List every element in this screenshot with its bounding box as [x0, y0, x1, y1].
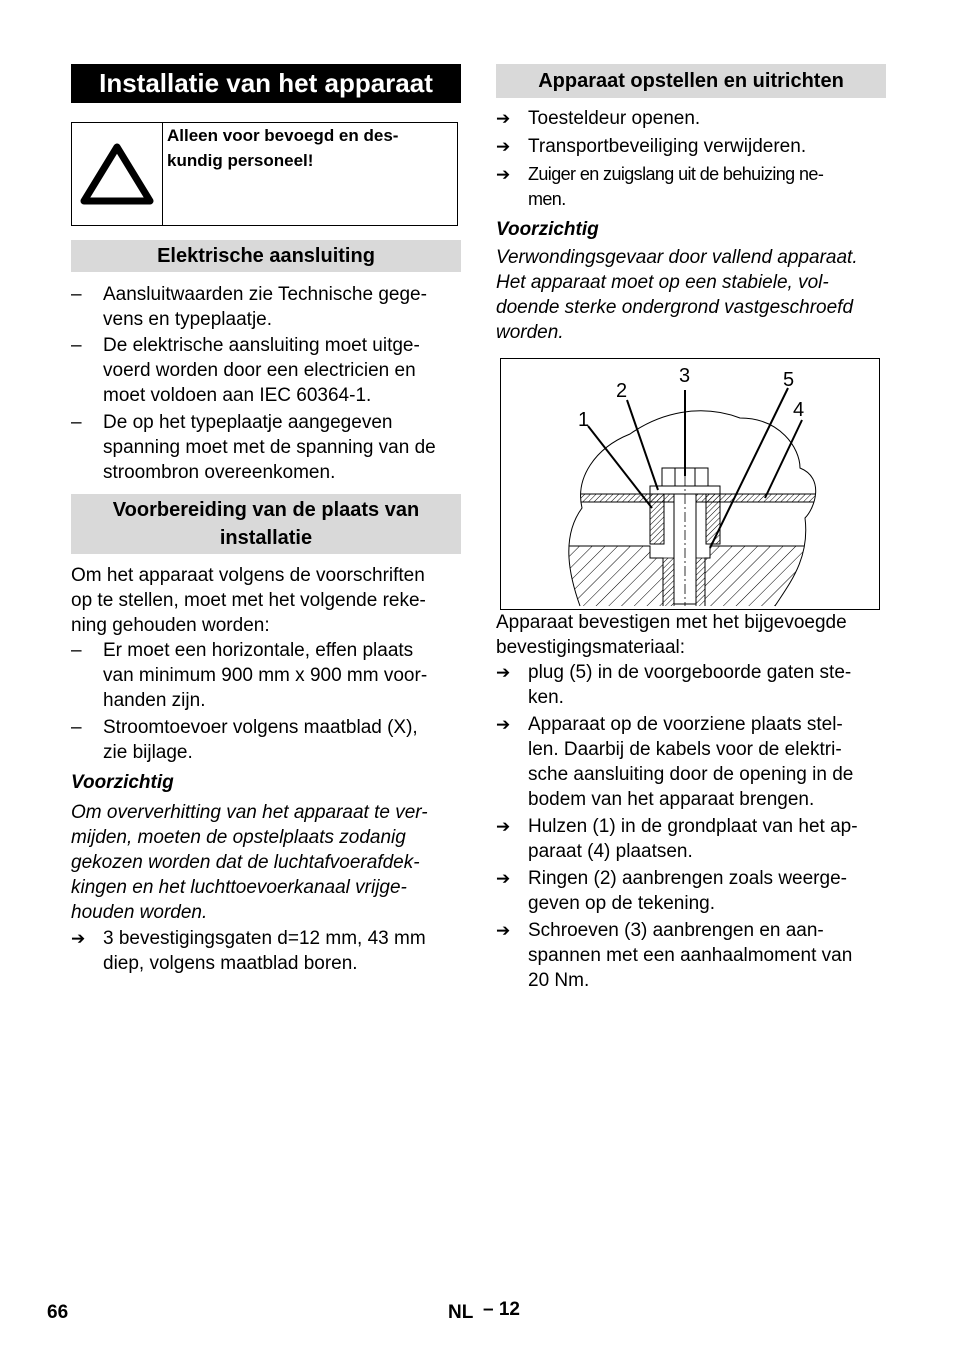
- step-item: [496, 712, 886, 812]
- caution-line: gekozen worden dat de luchtafvoerafdek-: [71, 852, 420, 873]
- step-line: men.: [528, 189, 566, 209]
- list-item: [71, 638, 461, 713]
- dash-bullet: –: [71, 640, 82, 661]
- caution-line: doende sterke ondergrond vastgeschroefd: [496, 297, 854, 318]
- step-line: geven op de tekening.: [528, 893, 715, 914]
- arrow-bullet-icon: ➔: [496, 921, 511, 940]
- intro-line: Om het apparaat volgens de voorschriften: [71, 565, 425, 586]
- mounting-diagram: [500, 358, 880, 610]
- language-code: NL: [448, 1302, 474, 1323]
- warning-line: Alleen voor bevoegd en des-: [167, 126, 399, 145]
- preparation-heading: [71, 494, 461, 554]
- preparation-body: [71, 563, 461, 976]
- step-line: 3 bevestigingsgaten d=12 mm, 43 mm: [103, 928, 426, 949]
- step-item: [496, 106, 886, 131]
- arrow-bullet-icon: ➔: [496, 663, 511, 682]
- step-line: Hulzen (1) in de grondplaat van het ap-: [528, 816, 858, 837]
- step-line: ken.: [528, 687, 564, 708]
- intro-line: ning gehouden worden:: [71, 615, 270, 636]
- arrow-bullet-icon: ➔: [496, 715, 511, 734]
- step-line: bodem van het apparaat brengen.: [528, 789, 815, 810]
- warning-box: [71, 122, 458, 226]
- body-line: Apparaat bevestigen met het bijgevoegde: [496, 612, 847, 633]
- step-line: plug (5) in de voorgeboorde gaten ste-: [528, 662, 852, 683]
- page-title: Installatie van het apparaat: [71, 64, 461, 103]
- caution-line: kingen en het luchttoevoerkanaal vrijge-: [71, 877, 407, 898]
- warning-line: kundig personeel!: [167, 151, 314, 170]
- arrow-bullet-icon: ➔: [496, 137, 511, 156]
- step-line: paraat (4) plaatsen.: [528, 841, 693, 862]
- list-item: [71, 715, 461, 765]
- heading-line: installatie: [219, 527, 313, 549]
- step-line: Zuiger en zuigslang uit de behuizing ne-: [528, 164, 824, 184]
- step-item: [496, 918, 886, 993]
- plug-left: [663, 558, 674, 608]
- dash-bullet: –: [71, 412, 82, 433]
- step-item: [496, 660, 886, 710]
- caution-line: worden.: [496, 322, 564, 343]
- list-item: [71, 333, 461, 408]
- heading-line: Voorbereiding van de plaats van: [112, 499, 420, 521]
- caution-label: Voorzichtig: [71, 772, 174, 793]
- caution-line: houden worden.: [71, 902, 208, 923]
- warning-icon-cell: [72, 123, 163, 225]
- setup-steps: [496, 106, 886, 345]
- step-item: [496, 134, 886, 159]
- step-item: [496, 866, 886, 916]
- caution-label: Voorzichtig: [496, 219, 599, 240]
- step-item: [71, 926, 461, 976]
- step-line: spannen met een aanhaalmoment van: [528, 945, 853, 966]
- list-item-line: spanning moet met de spanning van de: [103, 437, 436, 458]
- step-item: [496, 162, 886, 212]
- dash-bullet: –: [71, 717, 82, 738]
- list-item-line: voerd worden door een electricien en: [103, 360, 416, 381]
- figure-label-2: 2: [616, 380, 628, 402]
- step-line: Transportbeveiliging verwijderen.: [528, 136, 807, 157]
- plug-right: [696, 558, 705, 608]
- intro-line: op te stellen, moet met het volgende reke-: [71, 590, 426, 611]
- list-item-line: Aansluitwaarden zie Technische gege-: [103, 284, 427, 305]
- arrow-bullet-icon: ➔: [496, 817, 511, 836]
- list-item-line: handen zijn.: [103, 690, 206, 711]
- step-line: Apparaat op de voorziene plaats stel-: [528, 714, 843, 735]
- section-page-number: – 12: [483, 1299, 520, 1320]
- electrical-heading: Elektrische aansluiting: [71, 240, 461, 272]
- list-item-line: Er moet een horizontale, effen plaats: [103, 640, 414, 661]
- caution-line: Om oververhitting van het apparaat te ver-: [71, 802, 428, 823]
- page-number: 66: [47, 1302, 69, 1323]
- caution-text: [71, 800, 461, 925]
- dash-bullet: –: [71, 335, 82, 356]
- list-item: [71, 410, 461, 485]
- figure-label-5: 5: [783, 369, 795, 391]
- setup-heading: Apparaat opstellen en uitrichten: [496, 64, 886, 98]
- caution-line: Het apparaat moet op een stabiele, vol-: [496, 272, 829, 293]
- list-item-line: Stroomtoevoer volgens maatblad (X),: [103, 717, 418, 738]
- dash-bullet: –: [71, 284, 82, 305]
- arrow-bullet-icon: ➔: [496, 109, 511, 128]
- warning-triangle-icon: [78, 141, 156, 207]
- figure-label-1: 1: [578, 409, 590, 431]
- arrow-bullet-icon: ➔: [496, 869, 511, 888]
- list-item-line: stroombron overeenkomen.: [103, 462, 336, 483]
- list-item-line: vens en typeplaatje.: [103, 309, 273, 330]
- warning-text: [167, 123, 457, 173]
- arrow-bullet-icon: ➔: [496, 165, 510, 184]
- list-item-line: moet voldoen aan IEC 60364-1.: [103, 385, 372, 406]
- sleeve-right: [706, 494, 720, 544]
- step-line: 20 Nm.: [528, 970, 590, 991]
- list-item-line: van minimum 900 mm x 900 mm voor-: [103, 665, 428, 686]
- sleeve-left: [650, 494, 664, 544]
- list-item-line: De elektrische aansluiting moet uitge-: [103, 335, 420, 356]
- step-item: [496, 814, 886, 864]
- list-item-line: zie bijlage.: [103, 742, 193, 763]
- step-line: sche aansluiting door de opening in de: [528, 764, 854, 785]
- figure-label-3: 3: [679, 365, 691, 387]
- figure-label-4: 4: [793, 399, 805, 421]
- step-line: Toesteldeur openen.: [528, 108, 701, 129]
- step-line: Schroeven (3) aanbrengen en aan-: [528, 920, 824, 941]
- list-item-line: De op het typeplaatje aangegeven: [103, 412, 393, 433]
- step-line: Ringen (2) aanbrengen zoals weerge-: [528, 868, 847, 889]
- step-line: len. Daarbij de kabels voor de elektri-: [528, 739, 842, 760]
- body-line: bevestigingsmateriaal:: [496, 637, 686, 658]
- step-line: diep, volgens maatblad boren.: [103, 953, 358, 974]
- list-item: [71, 282, 461, 332]
- arrow-bullet-icon: ➔: [71, 929, 86, 948]
- caution-line: Verwondingsgevaar door vallend apparaat.: [496, 247, 858, 268]
- electrical-list: [71, 282, 461, 485]
- setup-steps-2: [496, 610, 886, 993]
- caution-line: mijden, moeten de opstelplaats zodanig: [71, 827, 406, 848]
- caution-text: [496, 245, 886, 345]
